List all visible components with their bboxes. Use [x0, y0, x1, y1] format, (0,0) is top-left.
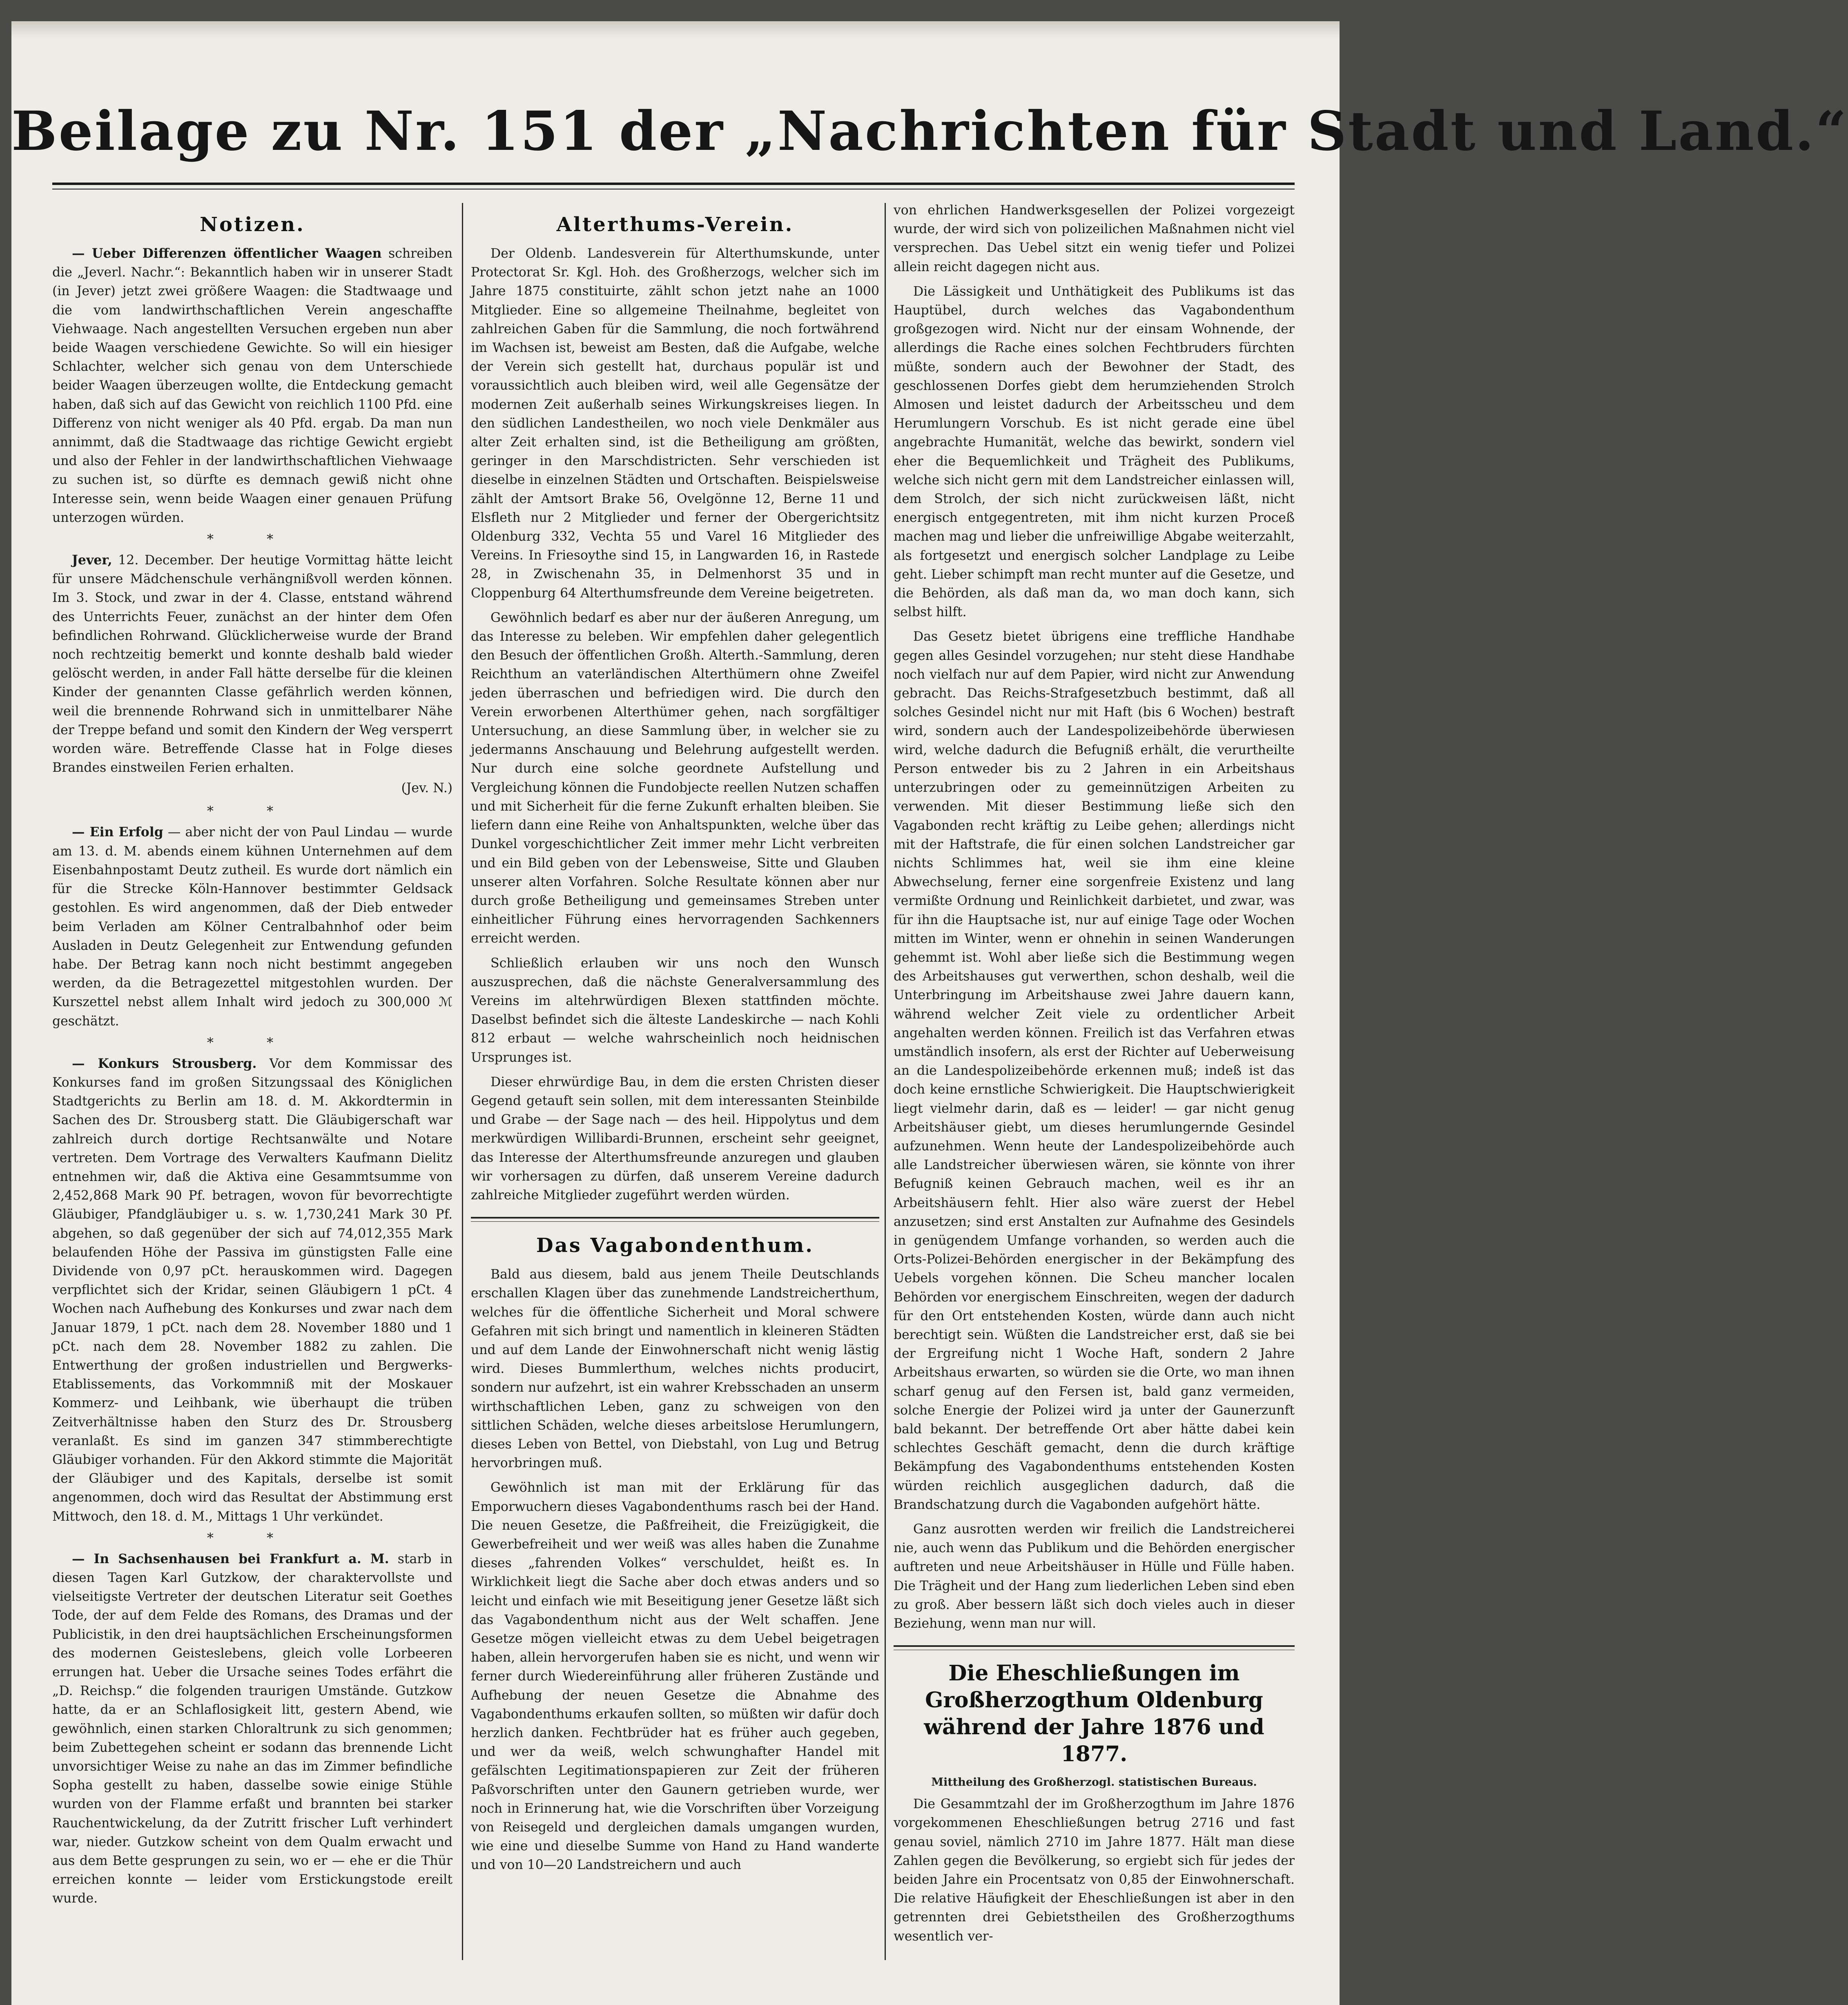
- separator-stars: * *: [207, 531, 298, 547]
- masthead: [11, 85, 1848, 178]
- paragraph: Schließlich erlauben wir uns noch den Wunsch auszusprechen, daß die nächste Generalversammlung des Vereins im altehrwürdigen Blexen stattfinden möchte. Daselbst befindet sich die älteste Landeskirche — nach Kohli 812 erbaut — welche wahrscheinlich noch heidnischen Ursprunges ist.: [471, 956, 879, 1065]
- article-lead: — Konkurs Strousberg.: [72, 1056, 257, 1071]
- section-heading-alterthums-verein: Alterthums-Verein.: [556, 213, 794, 236]
- section-divider: [471, 1217, 879, 1222]
- article-body: — aber nicht der von Paul Lindau — wurde am 13. d. M. abends einem kühnen Unternehmen auf dem Eisenbahnpostamt Deutz zutheil. Es wurde dort nämlich ein für die Strecke Köln-Hannover bestimmter Geldsack gestohlen. Es wird angenommen, daß der Dieb entweder beim Verladen am Kölner Centralbahnhof oder beim Ausladen in Deutz Gelegenheit zur Entwendung gefunden habe. Der Betrag kann noch nicht bestimmt angegeben werden, da die Betragezettel mitgestohlen wurden. Der Kurszettel nebst allem Inhalt wird jedoch zu 300,000 ℳ geschätzt.: [52, 825, 453, 1029]
- article-body: schreiben die „Jeverl. Nachr.“: Bekanntlich haben wir in unserer Stadt (in Jever) jetzt zwei größere Waagen: die Stadtwaage und die vom landwirthschaftlichen Verein angeschaffte Viehwaage. Nach angestellten Versuchen ergeben nun aber beide Waagen verschiedene Gewichte. So will ein hiesiger Schlachter, welcher sich genau von dem Unterschiede beider Waagen überzeugen wollte, die Entdeckung gemacht haben, daß sich auf das Gewicht von reichlich 1100 Pfd. eine Differenz von nicht weniger als 40 Pfd. ergab. Da man nun annimmt, daß die Stadtwaage das richtige Gewicht ergiebt und also der Fehler in der landwirthschaftlichen Viehwaage zu suchen ist, so dürfte es demnach gewiß nicht ohne Interesse sein, wenn beide Waagen einer genauen Prüfung unterzogen würden.: [52, 246, 453, 525]
- separator-stars: * *: [207, 1034, 298, 1050]
- column-1: [52, 201, 453, 1968]
- paragraph: Ganz ausrotten werden wir freilich die Landstreicherei nie, auch wenn das Publikum und die Behörden energischer auftreten und neue Arbeitshäuser in Hülle und Fülle haben. Die Trägheit und der Hang zum liederlichen Leben sind eben zu groß. Aber bessern läßt sich doch vieles auch in dieser Beziehung, wenn man nur will.: [894, 1522, 1295, 1631]
- paragraph: Dieser ehrwürdige Bau, in dem die ersten Christen dieser Gegend getauft sein sollen, mit dem interessanten Steinbilde und Grabe — der Sage nach — des heil. Hippolytus und dem merkwürdigen Willibardi-Brunnen, erscheint sehr geeignet, das Interesse der Alterthumsfreunde anzuregen und glauben wir vorhersagen zu dürfen, daß unserem Vereine dadurch zahlreiche Mitglieder zugeführt werden würden.: [471, 1074, 879, 1203]
- article-gutzkow: [52, 1550, 453, 1908]
- article-lead: — Ein Erfolg: [72, 824, 163, 840]
- masthead-title: Beilage zu Nr. 151 der „Nachrichten für Stadt und Land.“: [11, 100, 1848, 163]
- paragraph: Die Gesammtzahl der im Großherzogthum im Jahre 1876 vorgekommenen Eheschließungen betrug 2716 und fast genau soviel, nämlich 2710 im Jahre 1877. Hält man diese Zahlen gegen die Bevölkerung, so ergiebt sich für jedes der beiden Jahre ein Procentsatz von 0,85 der Einwohnerschaft. Die relative Häufigkeit der Eheschließungen ist aber in den getrennten drei Gebietstheilen des Großherzogthums wesentlich ver-: [894, 1797, 1295, 1944]
- paragraph: Gewöhnlich bedarf es aber nur der äußeren Anregung, um das Interesse zu beleben. Wir empfehlen daher gelegentlich den Besuch der öffentlichen Großh. Alterth.-Sammlung, deren Reichthum an vaterländischen Alterthümern ohne Zweifel jeden überraschen und befriedigen wird. Die durch den Verein erworbenen Alterthümer gehen, nach sorgfältiger Untersuchung, an diese Sammlung über, in welcher sie zu jedermanns Anschauung und Belehrung aufgestellt werden. Nur durch eine solche geordnete Aufstellung und Vergleichung können die Fundobjecte reellen Nutzen schaffen und mit Sicherheit für die ferne Zukunft erhalten bleiben. Sie liefern dann eine Reihe von Anhaltspunkten, welche über das Dunkel vorgeschichtlicher Zeit immer mehr Licht verbreiten und ein Bild geben von der Lebensweise, Sitte und Glauben unserer alten Vorfahren. Solche Resultate können aber nur durch große Betheiligung und gemeinsames Streben unter einheitlicher Führung eines hervorragenden Sachkenners erreicht werden.: [471, 610, 879, 946]
- paragraph: Der Oldenb. Landesverein für Alterthumskunde, unter Protectorat Sr. Kgl. Hoh. des Großherzogs, welcher sich im Jahre 1875 constituirte, zählt schon jetzt nahe an 1000 Mitglieder. Eine so allgemeine Theilnahme, begleitet von zahlreichen Gaben für die Sammlung, die noch fortwährend im Wachsen ist, beweist am Besten, daß die Aufgabe, welche der Verein sich gestellt hat, durchaus populär ist und voraussichtlich auch bleiben wird, weil alle Gegensätze der modernen Zeit außerhalb seines Wirkungskreises liegen. In den südlichen Landestheilen, wo noch viele Denkmäler aus alter Zeit erhalten sind, ist die Betheiligung am größten, geringer in den Marschdistricten. Sehr verschieden ist dieselbe in einzelnen Städten und Ortschaften. Beispielsweise zählt der Amtsort Brake 56, Ovelgönne 12, Berne 11 und Elsfleth nur 2 Mitglieder und ferner der Obergerichtsitz Oldenburg 332, Vechta 55 und Varel 16 Mitglieder des Vereins. In Friesoythe sind 15, in Langwarden 16, in Rastede 28, in Zwischenahn 35, in Delmenhorst 35 und in Cloppenburg 64 Alterthumsfreunde dem Vereine beigetreten.: [471, 246, 879, 601]
- separator-stars: * *: [207, 1530, 298, 1546]
- paragraph: Die Lässigkeit und Unthätigkeit des Publikums ist das Hauptübel, durch welches das Vagabondenthum großgezogen wird. Nicht nur der einsam Wohnende, der allerdings die Rache eines solchen Fechtbruders fürchten müßte, sondern auch der Bewohner der Stadt, des geschlossenen Dorfes giebt dem herumziehenden Strolch Almosen und leistet dadurch der Arbeitsscheu und dem Herumlungern Vorschub. Es ist nicht gerade eine übel angebrachte Humanität, welche das bewirkt, sondern viel eher die Bequemlichkeit und Trägheit des Publikums, welche sich nicht gern mit dem Landstreicher einlassen will, dem Strolch, der sich nicht zurückweisen läßt, nicht energisch entgegentreten, mit ihm nicht kurzen Proceß machen mag und lieber die unfreiwillige Abgabe weiterzahlt, als fortgesetzt und energisch solcher Landplage zu Leibe geht. Lieber schimpft man recht munter auf die Gesetze, und die Behörden, als daß man da, wo man doch kann, sich selbst hilft.: [894, 284, 1295, 620]
- article-waagen: [52, 244, 453, 527]
- article-lead: — Ueber Differenzen öffentlicher Waagen: [72, 246, 382, 261]
- article-konkurs: [52, 1054, 453, 1526]
- column-divider: [462, 203, 463, 1960]
- article-body: 12. December. Der heutige Vormittag hätte leicht für unsere Mädchenschule verhängnißvoll werden können. Im 3. Stock, und zwar in der 4. Classe, entstand während des Unterrichts Feuer, zunächst an der hinter dem Ofen befindlichen Rohrwand. Glücklicherweise wurde der Brand noch rechtzeitig bemerkt und konnte deshalb bald wieder gelöscht werden, in ander Fall hätte derselbe für die kleinen Kinder der genannten Classe gefährlich werden können, weil die brennende Rohrwand sich in unmittelbarer Nähe der Treppe befand und somit den Kindern der Weg versperrt worden wäre. Betreffende Classe hat in Folge dieses Brandes einstweilen Ferien erhalten.: [52, 553, 453, 775]
- article-lead: — In Sachsenhausen bei Frankfurt a. M.: [72, 1551, 389, 1566]
- article-erfolg: [52, 823, 453, 1030]
- section-heading-vagabondenthum: Das Vagabondenthum.: [536, 1234, 814, 1257]
- article-source: Mittheilung des Großherzogl. statistischen Bureaus.: [931, 1776, 1257, 1789]
- article-lead: Jever,: [72, 552, 112, 568]
- section-heading-notizen: Notizen.: [200, 213, 305, 236]
- section-divider: [894, 1645, 1295, 1650]
- paragraph-continued: von ehrlichen Handwerksgesellen der Polizei vorgezeigt wurde, der wird sich von polizeilichen Maßnahmen nicht viel versprechen. Das Uebel sitzt ein wenig tiefer und Polizei allein reicht dagegen nicht aus.: [894, 203, 1295, 274]
- column-2: [471, 201, 879, 1968]
- paragraph: Das Gesetz bietet übrigens eine treffliche Handhabe gegen alles Gesindel vorzugehen; nur steht diese Handhabe noch vielfach nur auf dem Papier, wird nicht zur Anwendung gebracht. Das Reichs-Strafgesetzbuch bestimmt, daß all solches Gesindel nicht nur mit Haft (bis 6 Wochen) bestraft wird, sondern auch der Landespolizeibehörde überwiesen wird, welche dadurch die Befugniß erhält, die verurtheilte Person entweder bis zu 2 Jahren in ein Arbeitshaus unterzubringen oder zu gemeinnützigen Arbeiten zu verwenden. Mit dieser Bestimmung ließe sich den Vagabonden recht kräftig zu Leibe gehen; allerdings nicht mit der Haftstrafe, die für einen solchen Landstreicher gar nichts Schlimmes hat, weil sie ihm eine kleine Abwechselung, ferner eine sorgenfreie Existenz und lang vermißte Ordnung und Reinlichkeit darbietet, und zwar, was für ihn die Hauptsache ist, nur auf einige Tage oder Wochen mitten im Winter, wenn er ohnehin in seinen Wanderungen gehemmt ist. Wohl aber ließe sich die Bestimmung wegen des Arbeitshauses gut verwerthen, schon deshalb, weil die Unterbringung im Arbeitshause zwei Jahre dauern kann, während welcher Zeit viele zu ordentlicher Arbeit angehalten werden können. Freilich ist das Verfahren etwas umständlich insofern, als erst der Richter auf Ueberweisung an die Landespolizeibehörde erkennen muß; indeß ist das doch keine ernstliche Schwierigkeit. Die Hauptschwierigkeit liegt vielmehr darin, daß es — leider! — gar nicht genug Arbeitshäuser giebt, um dieses herumlungernde Gesindel aufzunehmen. Wenn heute der Landespolizeibehörde auch alle Landstreicher überwiesen wären, sie könnte von ihrer Befugniß keinen Gebrauch machen, weil es ihr an Arbeitshäusern fehlt. Hier also wäre zuerst der Hebel anzusetzen; sind erst Anstalten zur Aufnahme des Gesindels in genügendem Umfange vorhanden, so werden auch die Orts-Polizei-Behörden energischer in der Bekämpfung des Uebels vorgehen können. Die Scheu mancher localen Behörden vor energischem Einschreiten, wegen der dadurch für den Ort entstehenden Kosten, würde dann auch nicht berechtigt sein. Wüßten die Landstreicher erst, daß sie bei der Ergreifung nicht 1 Woche Haft, sondern 2 Jahre Arbeitshaus erwarten, so würden sie die Orte, wo man ihnen scharf genug auf den Fersen ist, bald ganz vermeiden, solche Energie der Polizei wird ja unter der Gaunerzunft bald bekannt. Der betreffende Ort aber hätte dabei kein schlechtes Geschäft gemacht, denn die durch kräftige Bekämpfung des Vagabondenthums entstehenden Kosten würden reichlich ausgeglichen dadurch, daß die Brandschatzung durch die Vagabonden aufgehört hätte.: [894, 629, 1295, 1512]
- article-body: Vor dem Kommissar des Konkurses fand im großen Sitzungssaal des Königlichen Stadtgerichts zu Berlin am 18. d. M. Akkordtermin in Sachen des Dr. Strousberg statt. Die Gläubigerschaft war zahlreich durch dortige Rechtsanwälte und Notare vertreten. Dem Vortrage des Verwalters Kaufmann Dielitz entnehmen wir, daß die Aktiva eine Gesammtsumme von 2,452,868 Mark 90 Pf. betragen, wovon für bevorrechtigte Gläubiger, Pfandgläubiger u. s. w. 1,730,241 Mark 30 Pf. abgehen, so daß gegenüber der sich auf 74,012,355 Mark belaufenden Höhe der Passiva im günstigsten Falle eine Dividende von 0,97 pCt. herauskommen wird. Dagegen verpflichtet sich der Kridar, seinen Gläubigern 1 pCt. 4 Wochen nach Aufhebung des Konkurses und zwar nach dem Januar 1879, 1 pCt. nach dem 28. November 1880 und 1 pCt. nach dem 28. November 1882 zu zahlen. Die Entwerthung der großen industriellen und Bergwerks-Etablissements, das Vorkommniß mit der Moskauer Kommerz- und Leihbank, wie überhaupt die trüben Zeitverhältnisse haben den Sturz des Dr. Strousberg veranlaßt. Es sind im ganzen 347 stimmberechtigte Gläubiger vorhanden. Für den Akkord stimmte die Majorität der Gläubiger und des Kapitals, derselbe ist somit angenommen, doch wird das Resultat der Abstimmung erst Mittwoch, den 18. d. M., Mittags 1 Uhr verkündet.: [52, 1056, 453, 1524]
- paragraph: Bald aus diesem, bald aus jenem Theile Deutschlands erschallen Klagen über das zunehmende Landstreicherthum, welches für die öffentliche Sicherheit und Moral schwere Gefahren mit sich bringt und namentlich in kleineren Städten und auf dem Lande der Einwohnerschaft nicht wenig lästig wird. Dieses Bummlerthum, welches nichts producirt, sondern nur aufzehrt, ist ein wahrer Krebsschaden an unserm wirthschaftlichen Leben, ganz zu schweigen von den sittlichen Schäden, welche dieses arbeitslose Herumlungern, dieses Leben von Bettel, von Diebstahl, von Lug und Betrug hervorbringen muß.: [471, 1267, 879, 1471]
- paragraph: Gewöhnlich ist man mit der Erklärung für das Emporwuchern dieses Vagabondenthums rasch bei der Hand. Die neuen Gesetze, die Paßfreiheit, die Freizügigkeit, die Gewerbefreiheit und wer weiß was alles haben die Zunahme dieses „fahrenden Volkes“ verschuldet, heißt es. In Wirklichkeit liegt die Sache aber doch etwas anders und so leicht und einfach wie mit Beseitigung jener Gesetze läßt sich das Vagabondenthum nicht aus der Welt schaffen. Jene Gesetze mögen vielleicht etwas zu dem Uebel beigetragen haben, allein hervorgerufen haben sie es nicht, und wenn wir ferner durch Wiedereinführung aller früheren Zustände und Aufhebung der neuen Gesetze die Abnahme des Vagabondenthums erkaufen sollten, so müßten wir dafür doch herzlich danken. Fechtbrüder hat es früher auch gegeben, und wer da weiß, welch schwunghafter Handel mit gefälschten Legitimationspapieren zur Zeit der früheren Paßvorschriften unter den Gaunern getrieben wurde, wer noch in Erinnerung hat, wie die Vorschriften über Vorzeigung von Reisegeld und dergleichen damals umgangen wurden, wie eine und dieselbe Summe von Hand zu Hand wanderte und von 10—20 Landstreichern und auch: [471, 1480, 879, 1873]
- newspaper-page: [11, 21, 1848, 2005]
- column-divider: [885, 203, 886, 1960]
- masthead-rule-thick: [52, 183, 1295, 185]
- separator-stars: * *: [207, 803, 298, 819]
- article-jever: [52, 551, 453, 777]
- section-heading-eheschliessungen: Die Eheschließungen im Großherzogthum Oldenburg während der Jahre 1876 und 1877.: [924, 1661, 1264, 1767]
- article-body: starb in diesen Tagen Karl Gutzkow, der charaktervollste und vielseitigste Vertreter der deutschen Literatur seit Goethes Tode, der auf dem Felde des Romans, des Dramas und der Publicistik, in den drei hauptsächlichen Erscheinungsformen des modernen Geisteslebens, gleich volle Lorbeeren errungen hat. Ueber die Ursache seines Todes erfährt die „D. Reichsp.“ die folgenden traurigen Umstände. Gutzkow hatte, da er an Schlaflosigkeit litt, gestern Abend, wie gewöhnlich, einen starken Chloraltrunk zu sich genommen; beim Zubettegehen scheint er sodann das brennende Licht unvorsichtiger Weise zu nahe an das im Zimmer befindliche Sopha gestellt zu haben, dasselbe sowie einige Stühle wurden von der Flamme erfaßt und brannten bei starker Rauchentwickelung, da der Zutritt frischer Luft verhindert war, nieder. Gutzkow scheint von dem Qualm erwacht und aus dem Bette gesprungen zu sein, wo er — ehe er die Thür erreichen konnte — leider vom Erstickungstode ereilt wurde.: [52, 1551, 453, 1906]
- article-source: (Jev. N.): [401, 781, 453, 796]
- column-3: [894, 201, 1295, 1968]
